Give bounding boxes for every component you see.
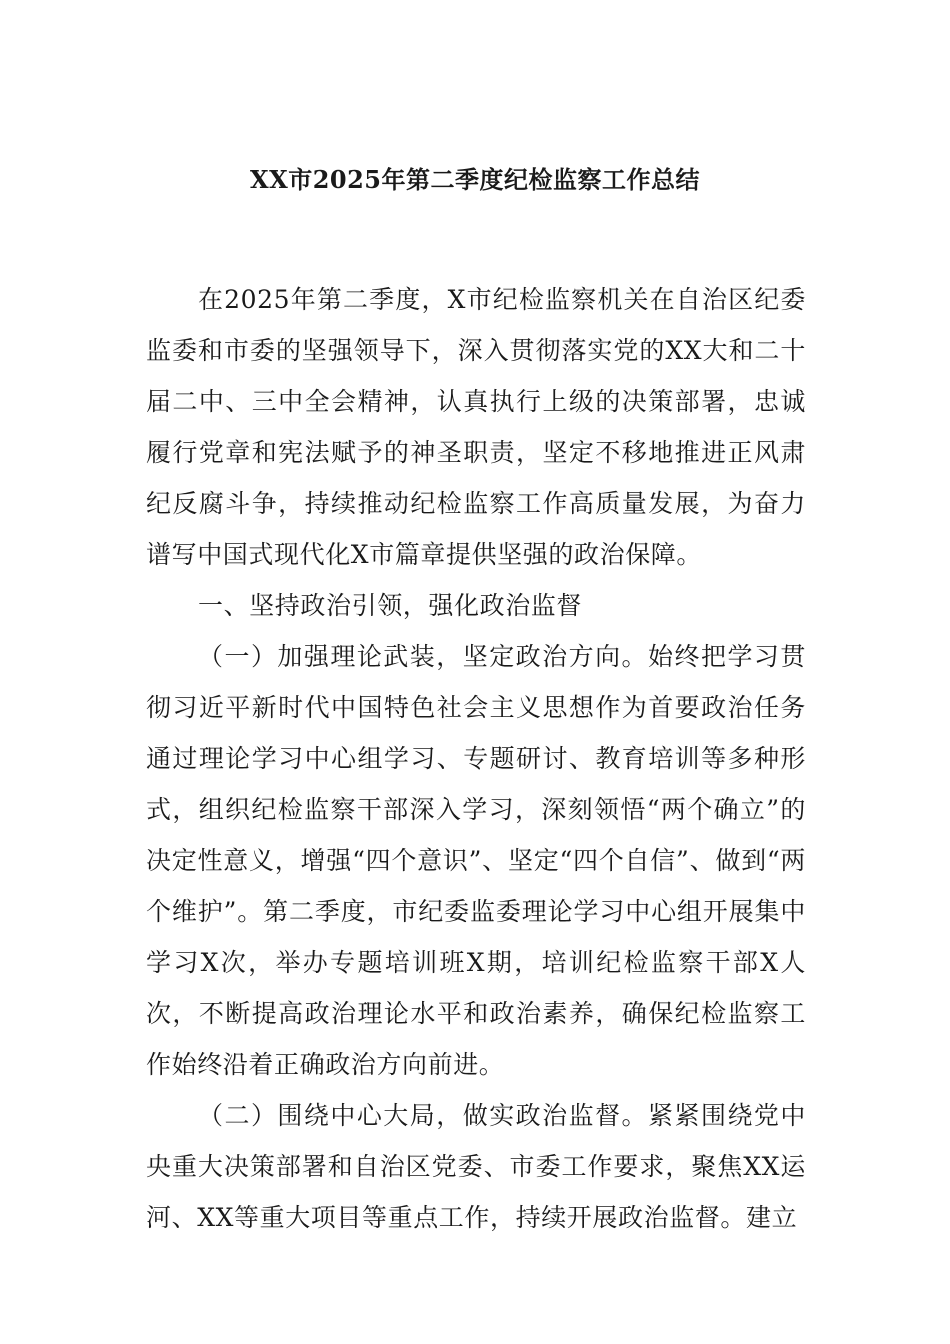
document-title: XX市2025年第二季度纪检监察工作总结 — [249, 165, 701, 194]
subsection-paragraph-1: （一）加强理论武装，坚定政治方向。始终把学习贯彻习近平新时代中国特色社会主义思想作为首要政治任务通过理论学习中心组学习、专题研讨、教育培训等多种形式，组织纪检监察干部深入学习，深刻领悟“两个确立”的决定性意义，增强“四个意识”、坚定“四个自信”、做到“两个维护”。第二季度，市纪委监委理论学习中心组开展集中学习X次，举办专题培训班X期，培训纪检监察干部X人次，不断提高政治理论水平和政治素养，确保纪检监察工作始终沿着正确政治方向前进。 — [146, 642, 806, 1079]
intro-paragraph: 在2025年第二季度，X市纪检监察机关在自治区纪委监委和市委的坚强领导下，深入贯彻落实党的XX大和二十届二中、三中全会精神，认真执行上级的决策部署，忠诚履行党章和宪法赋予的神圣职责，坚定不移地推进正风肃纪反腐斗争，持续推动纪检监察工作高质量发展，为奋力谱写中国式现代化X市篇章提供坚强的政治保障。 — [146, 285, 806, 569]
document-body — [146, 274, 806, 1243]
subsection-paragraph-2: （二）围绕中心大局，做实政治监督。紧紧围绕党中央重大决策部署和自治区党委、市委工作要求，聚焦XX运河、XX等重大项目等重点工作，持续开展政治监督。建立 — [146, 1101, 806, 1232]
section-heading-1: 一、坚持政治引领，强化政治监督 — [198, 591, 583, 620]
